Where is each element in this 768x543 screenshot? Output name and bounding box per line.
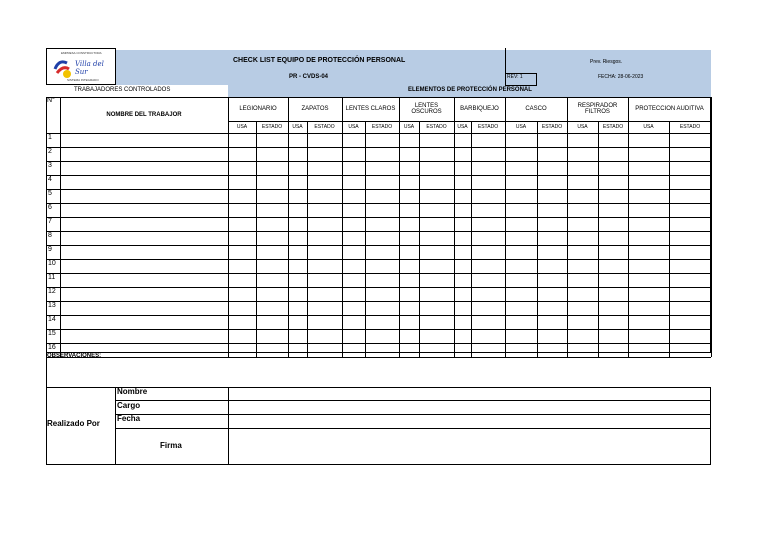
row-number: 15 (48, 330, 56, 337)
worker-name-cell[interactable] (61, 218, 228, 231)
date-field-label: Fecha (117, 414, 141, 423)
equipment-header: RESPIRADOR FILTROS (577, 103, 618, 115)
equipment-header: LENTES CLAROS (345, 106, 396, 112)
state-subheader: ESTADO (602, 124, 624, 130)
worker-name-cell[interactable] (61, 246, 228, 259)
worker-name-cell[interactable] (61, 162, 228, 175)
worker-name-cell[interactable] (61, 232, 228, 245)
logo-bottom-text: SISTEMA INTEGRADO (67, 78, 99, 82)
use-subheader: USA (292, 124, 303, 130)
row-number: 5 (48, 190, 52, 197)
use-subheader: USA (643, 124, 654, 130)
logo-mark-icon (53, 57, 75, 79)
worker-name-cell[interactable] (61, 302, 228, 315)
row-number: 11 (48, 274, 56, 281)
use-subheader: USA (348, 124, 359, 130)
equipment-header: LEGIONARIO (239, 106, 277, 112)
worker-name-cell[interactable] (61, 316, 228, 329)
row-number: 1 (48, 134, 52, 141)
worker-name-cell[interactable] (61, 330, 228, 343)
row-number: 12 (48, 288, 56, 295)
row-number: 10 (48, 260, 56, 267)
name-label: Nombre (117, 387, 148, 396)
state-subheader: ESTADO (477, 124, 499, 130)
date-label: FECHA: 28-06-2023 (598, 74, 644, 80)
worker-name-cell[interactable] (61, 260, 228, 273)
state-subheader: ESTADO (679, 124, 701, 130)
worker-name-cell[interactable] (61, 134, 228, 147)
use-subheader: USA (236, 124, 248, 130)
date-input[interactable] (229, 415, 710, 428)
row-number: 3 (48, 162, 52, 169)
department-label: Prev. Riesgos. (590, 59, 623, 65)
worker-name-cell[interactable] (61, 204, 228, 217)
row-number: 4 (48, 176, 52, 183)
use-subheader: USA (515, 124, 527, 130)
row-number: 7 (48, 218, 52, 225)
state-subheader: ESTADO (261, 124, 283, 130)
row-number: 2 (48, 148, 52, 155)
state-subheader: ESTADO (314, 124, 335, 130)
row-number: 9 (48, 246, 52, 253)
row-number: 8 (48, 232, 52, 239)
equipment-header: ZAPATOS (301, 106, 329, 112)
state-subheader: ESTADO (426, 124, 447, 130)
state-subheader: ESTADO (371, 124, 393, 130)
logo-top-text: EMPRESA CONSTRUCTORA (61, 51, 102, 55)
name-header: NOMBRE DEL TRABAJOR (106, 112, 182, 118)
revision-label: REV: 1 (507, 74, 523, 80)
row-number: 14 (48, 316, 56, 323)
number-header: N° (47, 97, 55, 104)
equipment-header: LENTES OSCUROS (411, 103, 442, 115)
worker-name-cell[interactable] (61, 274, 228, 287)
row-number: 16 (48, 344, 56, 351)
elements-label: ELEMENTOS DE PROTECCIÓN PERSONAL (408, 87, 532, 93)
use-subheader: USA (577, 124, 588, 130)
worker-name-cell[interactable] (61, 176, 228, 189)
state-subheader: ESTADO (541, 124, 563, 130)
company-logo (46, 48, 116, 85)
document-title: CHECK LIST EQUIPO DE PROTECCIÓN PERSONAL (233, 57, 406, 64)
done-by-label: Realizado Por (47, 419, 100, 428)
worker-name-cell[interactable] (61, 288, 228, 301)
workers-label: TRABAJADORES CONTROLADOS (74, 87, 171, 93)
role-label: Cargo (117, 401, 141, 410)
observations-label: OBSERVACIONES: (47, 353, 102, 359)
equipment-header: BARBIQUEJO (460, 106, 499, 112)
signature-label: Firma (160, 441, 182, 450)
row-number: 6 (48, 204, 52, 211)
name-input[interactable] (229, 388, 710, 400)
use-subheader: USA (457, 124, 468, 130)
equipment-header: PROTECCION AUDITIVA (635, 106, 704, 112)
worker-name-cell[interactable] (61, 190, 228, 203)
logo-text: Villa del Sur (75, 60, 104, 76)
rev-box (505, 73, 537, 86)
worker-name-cell[interactable] (61, 148, 228, 161)
equipment-header: CASCO (525, 106, 547, 112)
row-number: 13 (48, 302, 56, 309)
role-input[interactable] (229, 401, 710, 414)
document-code: PR - CVDS-04 (289, 74, 329, 80)
signature-input[interactable] (229, 429, 710, 465)
use-subheader: USA (403, 124, 415, 130)
